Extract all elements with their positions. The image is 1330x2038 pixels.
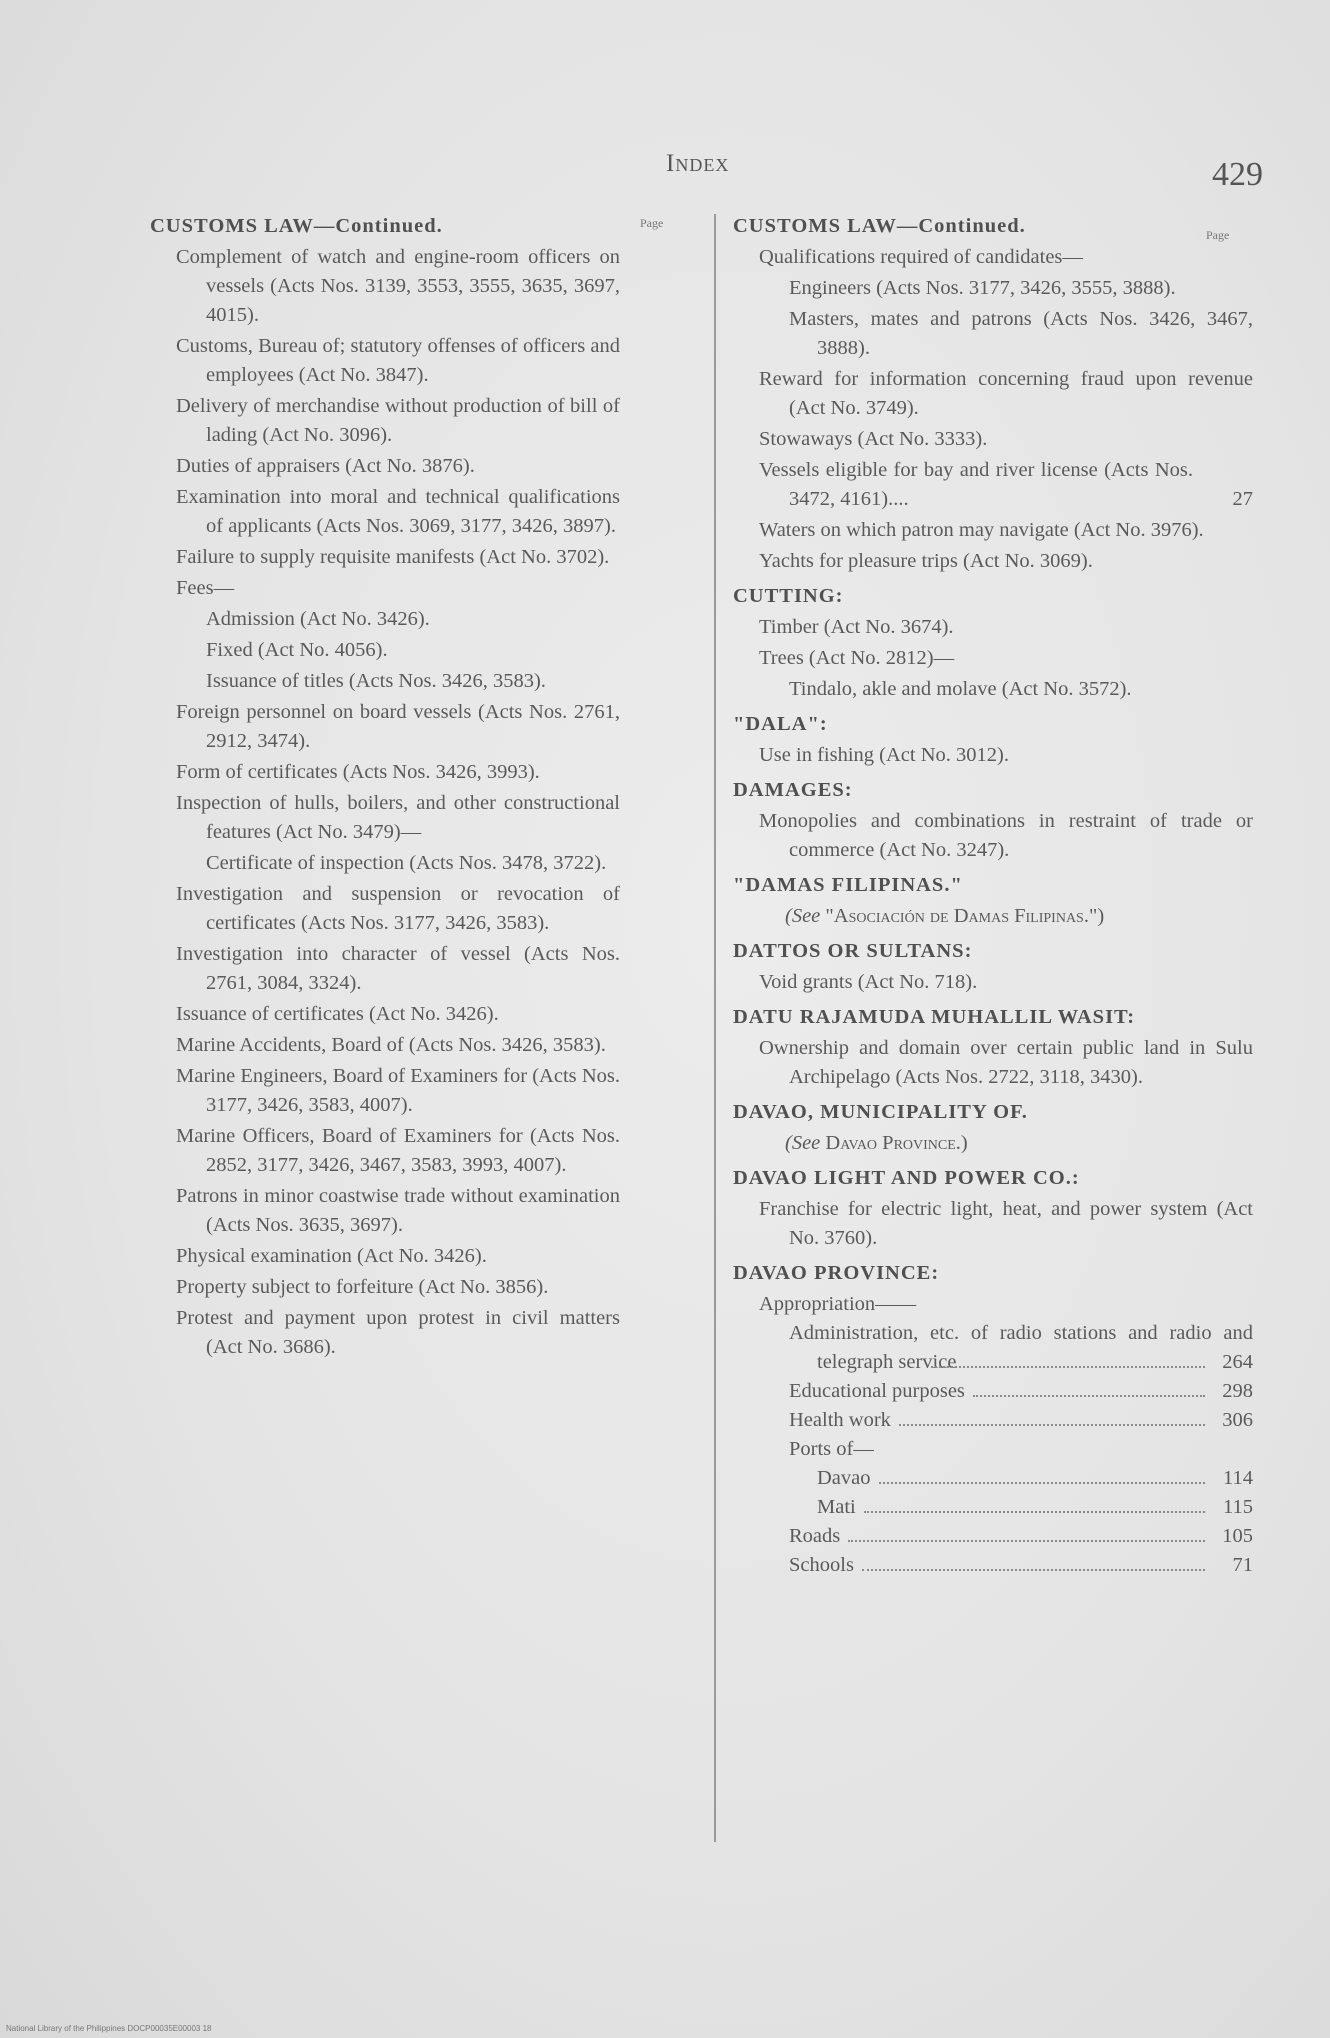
index-entry: Foreign personnel on board vessels (Acts Nos. 2761, 2912, 3474).	[176, 701, 620, 752]
index-heading: "DAMAS FILIPINAS."	[733, 874, 963, 896]
index-subentry: Tindalo, akle and molave (Act No. 3572).	[789, 678, 1132, 700]
index-entry: Use in fishing (Act No. 3012).	[759, 744, 1009, 766]
index-entry: Delivery of merchandise without production of bill of lading (Act No. 3096).	[176, 395, 620, 446]
toc-label: Mati	[817, 1496, 856, 1518]
toc-label: Schools	[789, 1554, 854, 1576]
index-entry: Fees—	[176, 577, 235, 599]
see-reference	[733, 902, 1253, 931]
dot-leader	[899, 1424, 1205, 1426]
page-reference: 27	[1232, 488, 1253, 510]
page-reference: 105	[1222, 1525, 1253, 1547]
index-subentry	[789, 1319, 1253, 1377]
index-heading: DAVAO, MUNICIPALITY OF.	[733, 1101, 1028, 1123]
see-prefix: (See	[785, 1132, 821, 1154]
index-heading: DAVAO LIGHT AND POWER CO.:	[733, 1167, 1080, 1189]
index-heading: "DALA":	[733, 713, 828, 735]
index-entry: Marine Officers, Board of Examiners for (Acts Nos. 2852, 3177, 3426, 3467, 3583, 3993, 4007).	[176, 1125, 620, 1176]
toc-row	[733, 1522, 1253, 1551]
toc-row	[733, 1464, 1253, 1493]
toc-label: Educational purposes	[789, 1380, 965, 1402]
index-heading: CUSTOMS LAW—Continued.	[150, 215, 443, 237]
dot-leader	[862, 1569, 1205, 1571]
index-subentry: Fixed (Act No. 4056).	[206, 639, 388, 661]
toc-label: Ports of—	[789, 1438, 874, 1460]
index-entry: Investigation into character of vessel (Acts Nos. 2761, 3084, 3324).	[176, 943, 620, 994]
index-entry: Physical examination (Act No. 3426).	[176, 1245, 487, 1267]
see-prefix: (See	[785, 905, 821, 927]
index-entry: Complement of watch and engine-room officers on vessels (Acts Nos. 3139, 3553, 3555, 3635, 3697, 4015).	[176, 246, 620, 326]
index-entry: Failure to supply requisite manifests (Act No. 3702).	[176, 546, 610, 568]
index-subentry: Engineers (Acts Nos. 3177, 3426, 3555, 3888).	[789, 277, 1176, 299]
scan-footer-note: National Library of the Philippines DOCP00035E00003 18	[6, 2024, 212, 2033]
toc-label: Health work	[789, 1409, 891, 1431]
index-entry: Issuance of certificates (Act No. 3426).	[176, 1003, 499, 1025]
see-target: Davao Province.)	[825, 1132, 968, 1154]
toc-row	[733, 1406, 1253, 1435]
page-reference: 114	[1223, 1467, 1253, 1489]
index-entry: Inspection of hulls, boilers, and other constructional features (Act No. 3479)—	[176, 792, 620, 843]
page-reference: 306	[1222, 1409, 1253, 1431]
index-entry: Void grants (Act No. 718).	[759, 971, 978, 993]
page-reference: 264	[1222, 1351, 1253, 1373]
index-entry-with-page	[733, 1319, 1253, 1377]
column-divider	[714, 214, 716, 1842]
index-heading: DATTOS OR SULTANS:	[733, 940, 973, 962]
subentry-text: Administration, etc. of radio stations and radio and telegraph service	[789, 1322, 1253, 1373]
page-number: 429	[1212, 156, 1263, 193]
see-target: "Asociación de Damas Filipinas.")	[825, 905, 1105, 927]
dot-leader	[973, 1395, 1205, 1397]
toc-row	[733, 1493, 1253, 1522]
index-entry: Ownership and domain over certain public land in Sulu Archipelago (Acts Nos. 2722, 3118, 3430).	[759, 1037, 1253, 1088]
right-column	[733, 212, 1253, 1580]
page-column-label-right: Page	[1206, 228, 1230, 242]
page-reference: 115	[1223, 1496, 1253, 1518]
index-entry: Vessels eligible for bay and river license (Acts Nos. 3472, 4161)....	[759, 459, 1193, 510]
dot-leader	[864, 1511, 1205, 1513]
index-entry: Marine Engineers, Board of Examiners for (Acts Nos. 3177, 3426, 3583, 4007).	[176, 1065, 620, 1116]
page-column-label-left: Page	[640, 216, 664, 230]
left-column	[150, 212, 620, 1362]
index-entry: Stowaways (Act No. 3333).	[759, 428, 988, 450]
toc-row	[733, 1377, 1253, 1406]
index-subentry: Issuance of titles (Acts Nos. 3426, 3583).	[206, 670, 546, 692]
toc-label: Roads	[789, 1525, 841, 1547]
see-reference	[733, 1129, 1253, 1158]
index-entry: Yachts for pleasure trips (Act No. 3069).	[759, 550, 1093, 572]
index-entry: Duties of appraisers (Act No. 3876).	[176, 455, 475, 477]
index-heading: DAMAGES:	[733, 779, 853, 801]
index-heading: DAVAO PROVINCE:	[733, 1262, 940, 1284]
index-subentry: Certificate of inspection (Acts Nos. 3478, 3722).	[206, 852, 607, 874]
dot-leader	[848, 1540, 1205, 1542]
index-entry-with-page	[733, 456, 1253, 514]
toc-row	[733, 1551, 1253, 1580]
index-entry: Trees (Act No. 2812)—	[759, 647, 955, 669]
index-entry: Appropriation——	[759, 1293, 917, 1315]
index-entry: Examination into moral and technical qualifications of applicants (Acts Nos. 3069, 3177, 3426, 3897).	[176, 486, 620, 537]
index-entry: Franchise for electric light, heat, and power system (Act No. 3760).	[759, 1198, 1253, 1249]
index-entry: Protest and payment upon protest in civil matters (Act No. 3686).	[176, 1307, 620, 1358]
index-entry: Patrons in minor coastwise trade without examination (Acts Nos. 3635, 3697).	[176, 1185, 620, 1236]
index-entry: Customs, Bureau of; statutory offenses of officers and employees (Act No. 3847).	[176, 335, 620, 386]
index-entry: Timber (Act No. 3674).	[759, 616, 954, 638]
index-heading: DATU RAJAMUDA MUHALLIL WASIT:	[733, 1006, 1136, 1028]
dot-leader	[879, 1482, 1205, 1484]
index-entry: Form of certificates (Acts Nos. 3426, 3993).	[176, 761, 540, 783]
index-subentry: Admission (Act No. 3426).	[206, 608, 430, 630]
index-entry: Investigation and suspension or revocation of certificates (Acts Nos. 3177, 3426, 3583).	[176, 883, 620, 934]
index-heading: CUTTING:	[733, 585, 844, 607]
index-entry: Monopolies and combinations in restraint of trade or commerce (Act No. 3247).	[759, 810, 1253, 861]
index-subentry: Masters, mates and patrons (Acts Nos. 3426, 3467, 3888).	[789, 308, 1253, 359]
toc-label: Davao	[817, 1467, 871, 1489]
page-reference: 71	[1232, 1554, 1253, 1576]
page-reference: 298	[1222, 1380, 1253, 1402]
index-heading: CUSTOMS LAW—Continued.	[733, 215, 1026, 237]
index-entry: Qualifications required of candidates—	[759, 246, 1083, 268]
index-entry: Waters on which patron may navigate (Act No. 3976).	[759, 519, 1204, 541]
index-entry: Reward for information concerning fraud upon revenue (Act No. 3749).	[759, 368, 1253, 419]
page-title: Index	[666, 150, 730, 177]
index-entry: Marine Accidents, Board of (Acts Nos. 3426, 3583).	[176, 1034, 606, 1056]
index-entry: Property subject to forfeiture (Act No. 3856).	[176, 1276, 549, 1298]
